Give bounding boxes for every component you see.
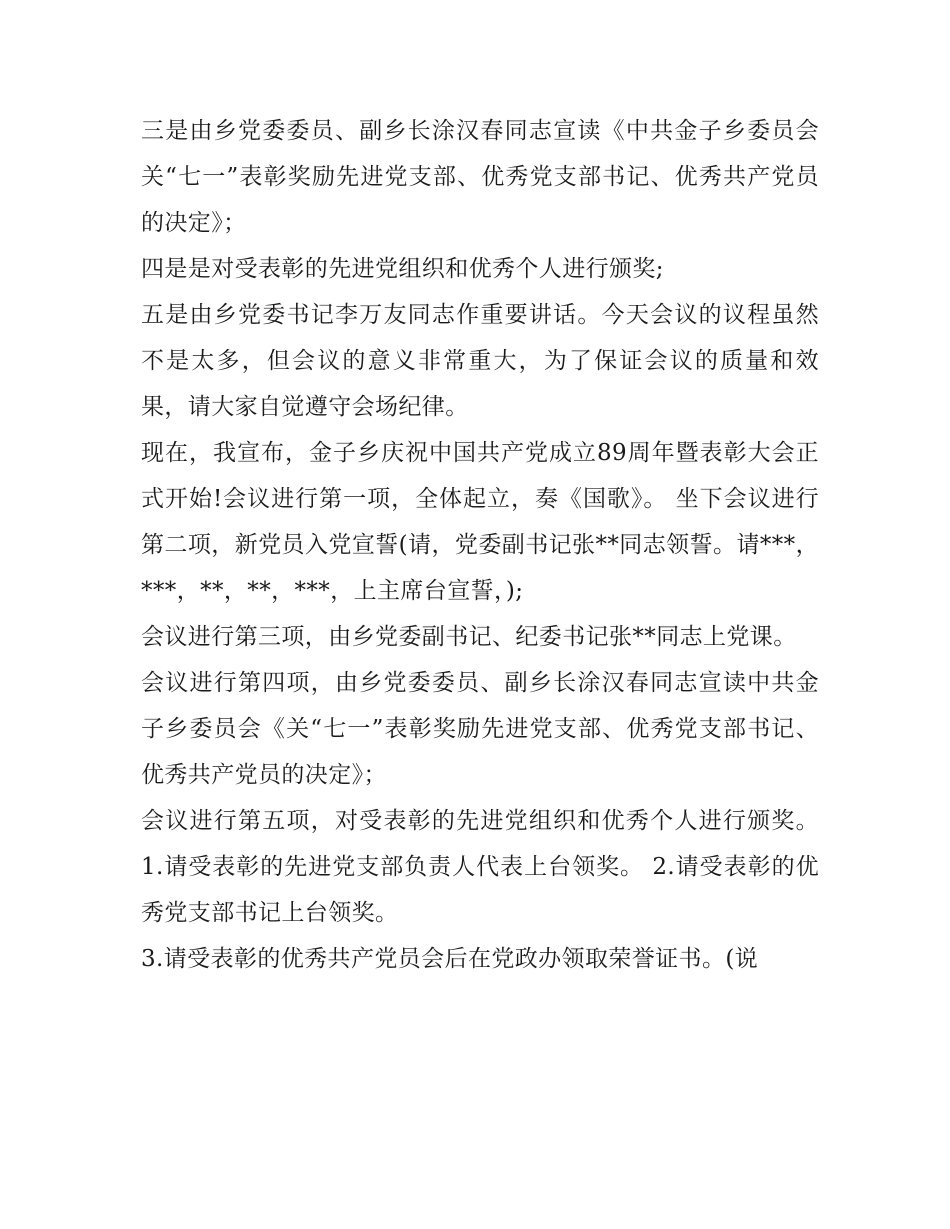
paragraph: 3.请受表彰的优秀共产党员会后在党政办领取荣誉证书。(说 xyxy=(141,946,759,972)
paragraph: 会议进行第四项，由乡党委委员、副乡长涂汉春同志宣读中共金子乡委员会《关“七一”表彰奖励先进党支部、优秀党支部书记、优秀共产党员的决定》； xyxy=(141,670,819,788)
paragraph: 四是是对受表彰的先进党组织和优秀个人进行颁奖; xyxy=(141,256,664,282)
paragraph: 现在，我宣布，金子乡庆祝中国共产党成立89周年暨表彰大会正式开始!会议进行第一项，全体起立，奏《国歌》。 坐下会议进行第二项，新党员入党宣誓(请，党委副书记张**同志领誓。请***，***，**，**，***，上主席台宣誓，); xyxy=(141,440,819,604)
paragraph: 会议进行第三项，由乡党委副书记、纪委书记张**同志上党课。 xyxy=(141,624,797,650)
paragraph: 会议进行第五项，对受表彰的先进党组织和优秀个人进行颁奖。 1.请受表彰的先进党支部负责人代表上台领奖。 2.请受表彰的优秀党支部书记上台领奖。 xyxy=(141,808,819,926)
paragraph: 三是由乡党委委员、副乡长涂汉春同志宣读《中共金子乡委员会关“七一”表彰奖励先进党支部、优秀党支部书记、优秀共产党员的决定》； xyxy=(141,118,819,236)
document-body xyxy=(141,108,819,982)
paragraph: 五是由乡党委书记李万友同志作重要讲话。今天会议的议程虽然不是太多，但会议的意义非常重大，为了保证会议的质量和效果，请大家自觉遵守会场纪律。 xyxy=(141,302,819,420)
